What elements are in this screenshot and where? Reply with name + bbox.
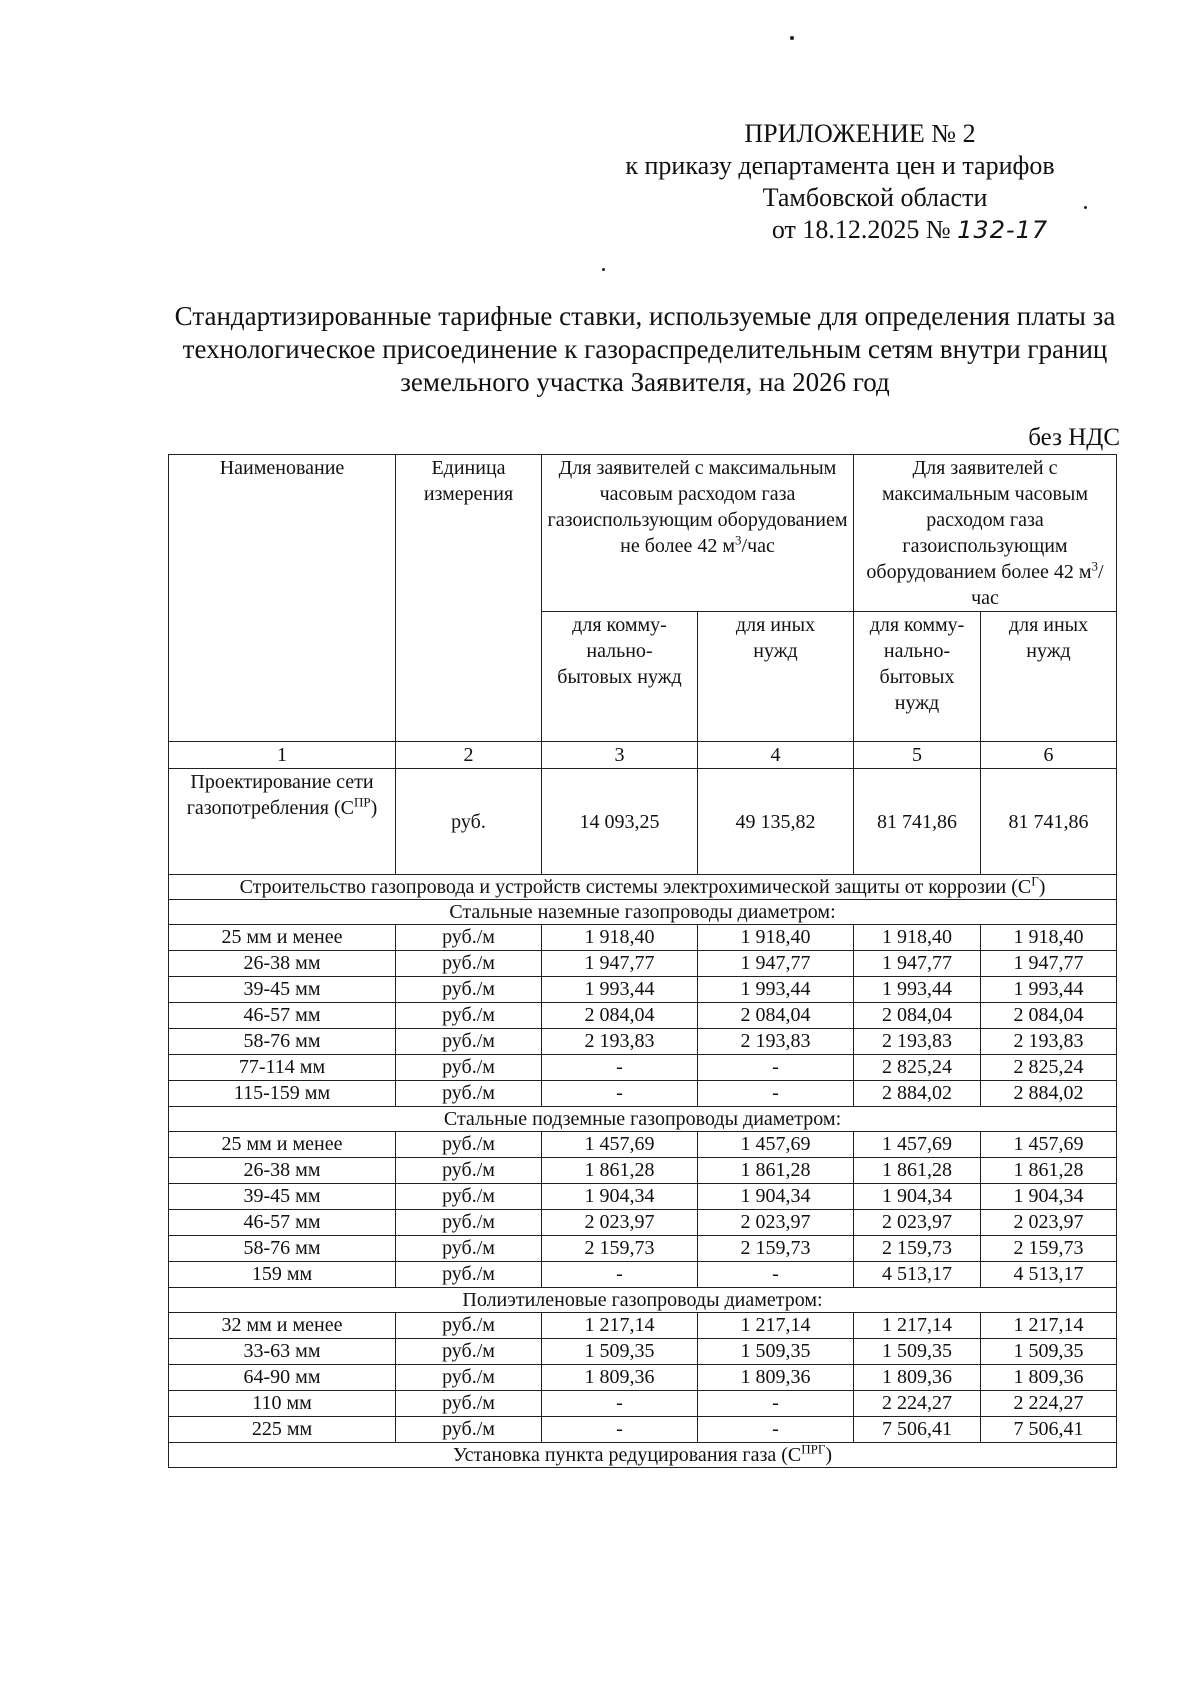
steel-above-rows (169, 925, 1117, 1107)
design-value: 81 741,86 (981, 769, 1117, 875)
row-value: 4 513,17 (981, 1262, 1117, 1288)
row-unit: руб./м (396, 1055, 542, 1081)
row-name: 77-114 мм (169, 1055, 396, 1081)
col-header-name: Наименование (169, 455, 396, 742)
row-value: 1 861,28 (854, 1158, 981, 1184)
poly-section-row (169, 1288, 1117, 1313)
row-value: 1 947,77 (981, 951, 1117, 977)
design-value: 14 093,25 (542, 769, 698, 875)
order-date: от 18.12.2025 № (771, 215, 958, 244)
row-name: 46-57 мм (169, 1003, 396, 1029)
row-name: 26-38 мм (169, 1158, 396, 1184)
row-value: 1 809,36 (981, 1365, 1117, 1391)
subheader-other-small: для иных нужд (698, 612, 854, 742)
table-row (169, 1029, 1117, 1055)
tariff-table (168, 454, 1117, 1468)
row-value: 1 809,36 (542, 1365, 698, 1391)
table-row (169, 925, 1117, 951)
construction-section-row (169, 875, 1117, 900)
col-header-group-large: Для заявителей с максимальным часовым расходом газа газоиспользующим оборудованием более 42 $м^3$/час (854, 455, 1117, 612)
row-name: 25 мм и менее (169, 1132, 396, 1158)
row-unit: руб./м (396, 1132, 542, 1158)
row-unit: руб./м (396, 1184, 542, 1210)
row-value: 1 993,44 (542, 977, 698, 1003)
row-value: - (542, 1391, 698, 1417)
row-name: 64-90 мм (169, 1365, 396, 1391)
row-unit: руб./м (396, 1365, 542, 1391)
table-row (169, 1081, 1117, 1107)
row-value: 2 224,27 (981, 1391, 1117, 1417)
row-value: 1 861,28 (981, 1158, 1117, 1184)
row-value: 1 947,77 (542, 951, 698, 977)
row-unit: руб./м (396, 1339, 542, 1365)
table-row (169, 1210, 1117, 1236)
row-unit: руб./м (396, 925, 542, 951)
row-value: 2 193,83 (542, 1029, 698, 1055)
row-name: 58-76 мм (169, 1236, 396, 1262)
row-value: 2 884,02 (981, 1081, 1117, 1107)
row-value: 1 457,69 (542, 1132, 698, 1158)
table-row (169, 1313, 1117, 1339)
row-value: - (698, 1055, 854, 1081)
order-date-line (700, 214, 1120, 246)
steel-under-rows (169, 1132, 1117, 1288)
row-name: 33-63 мм (169, 1339, 396, 1365)
steel-under-section-title: Стальные подземные газопроводы диаметром: (169, 1107, 1117, 1132)
poly-rows (169, 1313, 1117, 1443)
column-number: 3 (542, 742, 698, 769)
appendix-header (600, 118, 1120, 246)
row-value: 2 193,83 (854, 1029, 981, 1055)
row-value: 1 947,77 (854, 951, 981, 977)
row-value: 1 861,28 (698, 1158, 854, 1184)
row-value: - (698, 1391, 854, 1417)
row-value: 1 217,14 (854, 1313, 981, 1339)
table-row (169, 1132, 1117, 1158)
subheader-household-large: для комму-нально-бытовых нужд (854, 612, 981, 742)
order-number-handwritten: 132-17 (957, 216, 1049, 244)
row-value: 1 904,34 (698, 1184, 854, 1210)
column-number-row (169, 742, 1117, 769)
row-value: 2 825,24 (854, 1055, 981, 1081)
row-name: 58-76 мм (169, 1029, 396, 1055)
header-row (169, 455, 1117, 612)
row-unit: руб./м (396, 1029, 542, 1055)
row-value: 1 809,36 (854, 1365, 981, 1391)
row-unit: руб./м (396, 1003, 542, 1029)
row-name: 46-57 мм (169, 1210, 396, 1236)
row-value: - (698, 1081, 854, 1107)
row-value: 1 947,77 (698, 951, 854, 977)
row-value: 2 224,27 (854, 1391, 981, 1417)
row-name: 26-38 мм (169, 951, 396, 977)
scan-speckle (602, 268, 605, 271)
row-value: 1 457,69 (854, 1132, 981, 1158)
poly-section-title: Полиэтиленовые газопроводы диаметром: (169, 1288, 1117, 1313)
row-value: 2 023,97 (854, 1210, 981, 1236)
steel-above-section-row (169, 900, 1117, 925)
row-value: 1 457,69 (981, 1132, 1117, 1158)
row-value: 2 825,24 (981, 1055, 1117, 1081)
table-row (169, 977, 1117, 1003)
row-value: 2 884,02 (854, 1081, 981, 1107)
row-value: 1 918,40 (698, 925, 854, 951)
row-name: 39-45 мм (169, 1184, 396, 1210)
table-row (169, 951, 1117, 977)
table-row (169, 1236, 1117, 1262)
row-value: - (542, 1055, 698, 1081)
row-value: 2 159,73 (854, 1236, 981, 1262)
column-number: 2 (396, 742, 542, 769)
row-unit: руб./м (396, 1262, 542, 1288)
row-value: 1 918,40 (981, 925, 1117, 951)
row-value: 1 509,35 (698, 1339, 854, 1365)
subheader-household-small: для комму-нально-бытовых нужд (542, 612, 698, 742)
order-reference: к приказу департамента цен и тарифов (625, 151, 1055, 180)
row-value: 1 217,14 (698, 1313, 854, 1339)
row-value: 2 193,83 (981, 1029, 1117, 1055)
subheader-other-large: для иных нужд (981, 612, 1117, 742)
row-value: 1 509,35 (854, 1339, 981, 1365)
column-number: 5 (854, 742, 981, 769)
appendix-number: ПРИЛОЖЕНИЕ № 2 (744, 119, 976, 148)
design-value: 49 135,82 (698, 769, 854, 875)
design-row (169, 769, 1117, 875)
row-value: 2 023,97 (981, 1210, 1117, 1236)
row-value: 1 809,36 (698, 1365, 854, 1391)
row-name: 32 мм и менее (169, 1313, 396, 1339)
row-value: 1 217,14 (542, 1313, 698, 1339)
row-value: 1 993,44 (854, 977, 981, 1003)
row-unit: руб./м (396, 1210, 542, 1236)
row-value: 1 217,14 (981, 1313, 1117, 1339)
design-value: 81 741,86 (854, 769, 981, 875)
row-value: 1 904,34 (854, 1184, 981, 1210)
reducer-section-title: Установка пункта редуцирования газа $(С^{ПРГ})$ (169, 1443, 1117, 1468)
region-name: Тамбовской области (762, 183, 988, 212)
row-value: 2 084,04 (854, 1003, 981, 1029)
column-number: 1 (169, 742, 396, 769)
row-unit: руб./м (396, 1236, 542, 1262)
row-unit: руб./м (396, 1313, 542, 1339)
row-value: 1 904,34 (981, 1184, 1117, 1210)
table-row (169, 1158, 1117, 1184)
row-name: 25 мм и менее (169, 925, 396, 951)
row-name: 115-159 мм (169, 1081, 396, 1107)
scan-speckle (790, 36, 794, 40)
row-unit: руб./м (396, 1081, 542, 1107)
table-row (169, 1003, 1117, 1029)
row-value: 1 918,40 (542, 925, 698, 951)
row-value: 1 861,28 (542, 1158, 698, 1184)
row-name: 225 мм (169, 1417, 396, 1443)
row-value: - (698, 1262, 854, 1288)
construction-section-title: Строительство газопровода и устройств системы электрохимической защиты от коррозии $(С^Г)$ (169, 875, 1117, 900)
table-row (169, 1417, 1117, 1443)
row-name: 39-45 мм (169, 977, 396, 1003)
row-value: 1 904,34 (542, 1184, 698, 1210)
document-title: Стандартизированные тарифные ставки, используемые для определения платы за технологическое присоединение к газораспределительным сетям внутри границ земельного участка Заявителя, на 2026 год (174, 301, 1116, 397)
column-number: 6 (981, 742, 1117, 769)
row-value: 2 023,97 (698, 1210, 854, 1236)
steel-above-section-title: Стальные наземные газопроводы диаметром: (169, 900, 1117, 925)
table-row (169, 1055, 1117, 1081)
row-value: 2 159,73 (542, 1236, 698, 1262)
row-name: 159 мм (169, 1262, 396, 1288)
row-value: 2 193,83 (698, 1029, 854, 1055)
row-value: - (542, 1262, 698, 1288)
row-value: 1 509,35 (542, 1339, 698, 1365)
row-value: 7 506,41 (981, 1417, 1117, 1443)
row-value: 7 506,41 (854, 1417, 981, 1443)
table-row (169, 1184, 1117, 1210)
row-unit: руб./м (396, 1158, 542, 1184)
row-value: 1 457,69 (698, 1132, 854, 1158)
tariff-table-wrapper (168, 454, 1116, 1468)
vat-note: без НДС (1028, 424, 1120, 451)
row-unit: руб./м (396, 1417, 542, 1443)
row-value: 2 023,97 (542, 1210, 698, 1236)
table-row (169, 1365, 1117, 1391)
table-row (169, 1391, 1117, 1417)
row-value: 1 993,44 (698, 977, 854, 1003)
row-value: 2 159,73 (981, 1236, 1117, 1262)
col-header-unit: Единица измерения (396, 455, 542, 742)
row-value: - (542, 1417, 698, 1443)
row-unit: руб./м (396, 951, 542, 977)
col-header-group-small: Для заявителей с максимальным часовым расходом газа газоиспользующим оборудованием не более 42 $м^3$/час (542, 455, 854, 612)
steel-under-section-row (169, 1107, 1117, 1132)
table-row (169, 1262, 1117, 1288)
row-value: 1 993,44 (981, 977, 1117, 1003)
reducer-section-row (169, 1443, 1117, 1468)
row-unit: руб./м (396, 1391, 542, 1417)
row-value: 1 509,35 (981, 1339, 1117, 1365)
row-name: 110 мм (169, 1391, 396, 1417)
row-value: - (698, 1417, 854, 1443)
row-value: 2 159,73 (698, 1236, 854, 1262)
column-number: 4 (698, 742, 854, 769)
row-unit: руб./м (396, 977, 542, 1003)
row-value: 2 084,04 (981, 1003, 1117, 1029)
table-row (169, 1339, 1117, 1365)
row-value: 4 513,17 (854, 1262, 981, 1288)
row-value: 1 918,40 (854, 925, 981, 951)
row-value: 2 084,04 (542, 1003, 698, 1029)
row-value: - (542, 1081, 698, 1107)
design-name: Проектирование сети газопотребления $(С^{ПР})$ (169, 769, 396, 875)
design-unit: руб. (396, 769, 542, 875)
row-value: 2 084,04 (698, 1003, 854, 1029)
